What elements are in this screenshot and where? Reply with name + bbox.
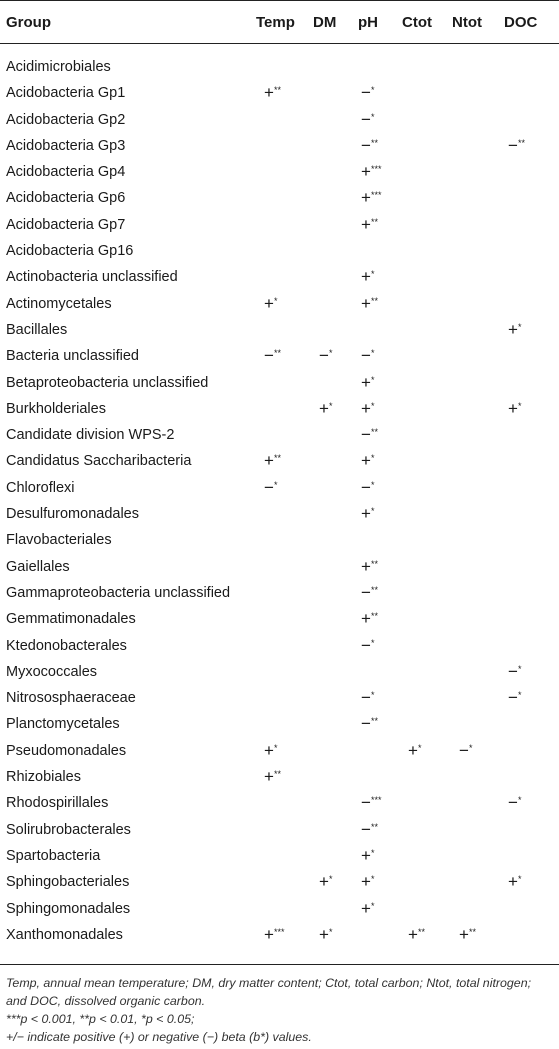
beta-sign-cell: +*	[361, 451, 375, 471]
footnote-significance: ***p < 0.001, **p < 0.01, *p < 0.05;	[6, 1012, 195, 1026]
beta-sign-cell: +*	[361, 267, 375, 287]
col-header-temp: Temp	[256, 14, 295, 31]
table-row	[0, 239, 559, 265]
group-name: Chloroflexi	[6, 479, 75, 496]
beta-sign-cell: +*	[508, 398, 522, 418]
beta-sign-cell: +*	[361, 845, 375, 865]
beta-sign-cell: −*	[459, 740, 473, 760]
table-row	[0, 897, 559, 923]
table-row	[0, 555, 559, 581]
group-name: Gaiellales	[6, 558, 70, 575]
beta-sign-cell: +***	[361, 162, 382, 182]
beta-sign-cell: +**	[459, 924, 476, 944]
beta-sign-cell: −*	[508, 661, 522, 681]
beta-sign-cell: −**	[361, 714, 378, 734]
group-name: Acidobacteria Gp3	[6, 137, 126, 154]
beta-sign-cell: −***	[361, 793, 382, 813]
beta-sign-cell: +***	[264, 924, 285, 944]
table-row	[0, 581, 559, 607]
beta-sign-cell: −*	[361, 346, 375, 366]
group-name: Candidate division WPS-2	[6, 427, 175, 444]
group-name: Actinobacteria unclassified	[6, 269, 178, 286]
table-row	[0, 344, 559, 370]
beta-sign-cell: −*	[361, 635, 375, 655]
group-name: Actinomycetales	[6, 295, 112, 312]
beta-sign-cell: +*	[361, 898, 375, 918]
group-name: Nitrososphaeraceae	[6, 690, 136, 707]
group-name: Gammaproteobacteria unclassified	[6, 584, 231, 601]
table-header	[0, 0, 559, 43]
col-header-dm: DM	[313, 14, 337, 31]
table-row	[0, 502, 559, 528]
beta-sign-cell: +*	[408, 740, 422, 760]
group-name: Xanthomonadales	[6, 926, 123, 943]
group-name: Gemmatimonadales	[6, 611, 136, 628]
beta-sign-cell: +*	[319, 872, 333, 892]
table-row	[0, 186, 559, 212]
group-name: Acidobacteria Gp16	[6, 243, 134, 260]
beta-sign-cell: +*	[508, 319, 522, 339]
group-name: Solirubrobacterales	[6, 821, 131, 838]
group-name: Bacteria unclassified	[6, 348, 139, 365]
group-name: Acidobacteria Gp2	[6, 111, 126, 128]
table-row	[0, 213, 559, 239]
table-row	[0, 134, 559, 160]
table-row	[0, 265, 559, 291]
table-row	[0, 870, 559, 896]
table-row	[0, 528, 559, 554]
beta-sign-cell: −*	[361, 688, 375, 708]
beta-sign-cell: +**	[361, 609, 378, 629]
group-name: Acidimicrobiales	[6, 59, 111, 75]
beta-sign-cell: +**	[361, 214, 378, 234]
beta-sign-cell: +***	[361, 188, 382, 208]
beta-sign-cell: −**	[508, 135, 525, 155]
group-name: Candidatus Saccharibacteria	[6, 453, 192, 470]
col-header-ph: pH	[358, 14, 378, 31]
group-name: Spartobacteria	[6, 847, 101, 864]
beta-sign-cell: −*	[264, 477, 278, 497]
group-name: Sphingobacteriales	[6, 874, 130, 891]
table-row	[0, 81, 559, 107]
beta-sign-cell: +*	[508, 872, 522, 892]
beta-sign-cell: +*	[361, 872, 375, 892]
table-row	[0, 634, 559, 660]
table-body	[0, 55, 559, 949]
beta-sign-cell: +*	[361, 372, 375, 392]
table-row	[0, 55, 559, 81]
group-name: Desulfuromonadales	[6, 506, 139, 523]
beta-sign-cell: +*	[319, 398, 333, 418]
col-header-doc: DOC	[504, 14, 538, 31]
beta-sign-cell: −*	[319, 346, 333, 366]
table-row	[0, 423, 559, 449]
group-name: Planctomycetales	[6, 716, 120, 733]
col-header-group: Group	[6, 14, 51, 31]
footnote-sign-meaning: +/− indicate positive (+) or negative (−) beta (b*) values.	[6, 1030, 312, 1044]
beta-sign-cell: +**	[264, 767, 281, 787]
beta-sign-cell: +**	[264, 451, 281, 471]
beta-sign-cell: +**	[408, 924, 425, 944]
col-header-ntot: Ntot	[452, 14, 482, 31]
beta-sign-cell: +**	[264, 83, 281, 103]
table-row	[0, 371, 559, 397]
table-row	[0, 660, 559, 686]
beta-sign-cell: −*	[361, 83, 375, 103]
group-name: Ktedonobacterales	[6, 637, 127, 654]
beta-sign-cell: −*	[361, 109, 375, 129]
beta-sign-cell: −*	[361, 477, 375, 497]
beta-sign-cell: +**	[361, 293, 378, 313]
beta-sign-cell: −**	[361, 819, 378, 839]
table-row	[0, 397, 559, 423]
table-row	[0, 476, 559, 502]
beta-sign-cell: +*	[361, 398, 375, 418]
bottom-rule	[0, 964, 559, 965]
group-name: Acidobacteria Gp1	[6, 85, 126, 102]
beta-sign-cell: +*	[264, 740, 278, 760]
table-row	[0, 318, 559, 344]
beta-sign-cell: +*	[319, 924, 333, 944]
table-row	[0, 449, 559, 475]
beta-sign-cell: +**	[361, 556, 378, 576]
table-row	[0, 844, 559, 870]
beta-sign-cell: −**	[361, 135, 378, 155]
table-footnotes	[6, 974, 554, 1046]
group-name: Flavobacteriales	[6, 532, 112, 549]
group-name: Bacillales	[6, 321, 68, 338]
beta-sign-cell: +*	[361, 504, 375, 524]
beta-sign-cell: −**	[264, 346, 281, 366]
table-row	[0, 818, 559, 844]
group-name: Acidobacteria Gp4	[6, 164, 126, 181]
beta-sign-cell: −*	[508, 688, 522, 708]
table-row	[0, 712, 559, 738]
group-name: Sphingomonadales	[6, 900, 131, 917]
group-name: Pseudomonadales	[6, 742, 127, 759]
col-header-ctot: Ctot	[402, 14, 432, 31]
beta-sign-cell: −*	[508, 793, 522, 813]
footnote-abbreviations: Temp, annual mean temperature; DM, dry matter content; Ctot, total carbon; Ntot, total nitrogen; and DOC, dissolved organic carbon.	[6, 976, 532, 1008]
header-rule	[0, 43, 559, 44]
group-name: Myxococcales	[6, 663, 98, 680]
table-row	[0, 923, 559, 949]
table-row	[0, 739, 559, 765]
table-row	[0, 292, 559, 318]
table-row	[0, 160, 559, 186]
group-name: Burkholderiales	[6, 400, 106, 417]
beta-sign-cell: −**	[361, 582, 378, 602]
beta-sign-cell: −**	[361, 425, 378, 445]
group-name: Acidobacteria Gp6	[6, 190, 126, 207]
group-name: Betaproteobacteria unclassified	[6, 374, 209, 391]
table-row	[0, 108, 559, 134]
table-row	[0, 791, 559, 817]
table-row	[0, 765, 559, 791]
group-name: Acidobacteria Gp7	[6, 216, 126, 233]
group-name: Rhizobiales	[6, 769, 81, 786]
group-name: Rhodospirillales	[6, 795, 109, 812]
table-row	[0, 686, 559, 712]
table-row	[0, 607, 559, 633]
beta-sign-cell: +*	[264, 293, 278, 313]
